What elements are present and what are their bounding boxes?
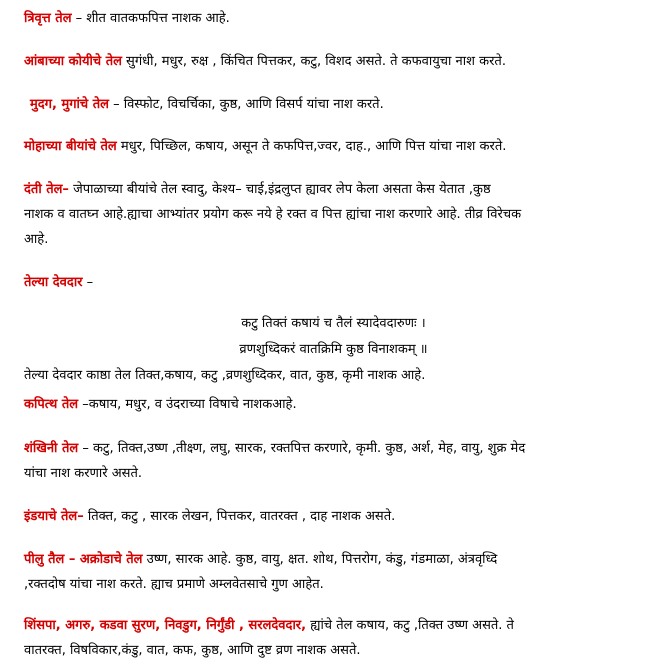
paragraph-text: – कटु, तिक्त,उष्ण ,तीक्ष्ण, लघु, सारक, रक्तपित्त करणारे, कृमी. कुष्ठ, अर्श, मेह, वायु, शुक्र मेद — [78, 441, 526, 456]
paragraph-text: – शीत वातकफपित्त नाशक आहे. — [71, 11, 230, 26]
paragraph-pilu-tel — [24, 547, 649, 597]
paragraph-title: तेल्या देवदार — [24, 275, 83, 290]
paragraph-title: मोहाच्या बीयांचे तेल — [24, 139, 117, 154]
paragraph-text: ,रक्तदोष यांचा नाश करते. ह्याच प्रमाणे अम्लवेतसाचे गुण आहेत. — [24, 577, 324, 592]
paragraph-telya-devdar-heading — [24, 270, 649, 295]
paragraph-title: पीलु तैल – अक्रोडाचे तेल — [24, 552, 143, 567]
sanskrit-verse-line: कटु तिक्तं कषायं च तैलं स्यादेवदारुणः । — [241, 316, 426, 331]
paragraph-aamba-koyi-tel — [24, 49, 649, 74]
paragraph-moha-tel — [24, 134, 649, 159]
paragraph-title: इंडयाचे तेल– — [24, 509, 84, 524]
paragraph-text: – विस्फोट, विचर्चिका, कुष्ठ, आणि विसर्प यांचा नाश करते. — [108, 97, 384, 112]
paragraph-text: मधुर, पिच्छिल, कषाय, असून ते कफपित्त,ज्वर, दाह., आणि पित्त यांचा नाश करते. — [116, 139, 507, 154]
paragraph-title: त्रिवृत्त तेल — [24, 11, 72, 26]
paragraph-text: उष्ण, सारक आहे. कुष्ठ, वायु, क्षत. शोथ, पित्तरोग, कंडु, गंडमाळा, अंत्रवृध्दि — [142, 552, 498, 567]
paragraph-kapittha-tel — [24, 392, 649, 417]
paragraph-text: आहे. — [24, 232, 49, 247]
paragraph-title: आंबाच्या कोयीचे तेल — [24, 54, 122, 69]
paragraph-text: सुगंधी, मधुर, रुक्ष , किंचित पित्तकर, कटु, विशद असते. ते कफवायुचा नाश करते. — [121, 54, 506, 69]
paragraph-text: यांचा नाश करणारे असते. — [24, 466, 142, 481]
paragraph-text: तिक्त, कटु , सारक लेखन, पित्तकर, वातरक्त , दाह नाशक असते. — [83, 509, 396, 524]
sanskrit-verse-line: व्रणशुध्दिकरं वातक्रिमि कुष्ठ विनाशकम् ॥ — [239, 342, 428, 357]
paragraph-text: वातरक्त, विषविकार,कंडु, वात, कफ, कुष्ठ, आणि दुष्ट व्रण नाशक असते. — [24, 643, 361, 658]
paragraph-title: कपित्थ तेल — [24, 397, 79, 412]
paragraph-shankhini-tel — [24, 436, 649, 486]
paragraph-indaya-tel — [24, 504, 649, 529]
paragraph-mudga-tel — [30, 92, 649, 117]
paragraph-title: मुदग, मुगांचे तेल — [30, 97, 109, 112]
paragraph-title: शिंसपा, अगरु, कडवा सुरण, निवडुग, निर्गुंडी , सरलदेवदार, — [24, 618, 307, 633]
paragraph-trivrutt-tel — [24, 6, 649, 31]
paragraph-title: शंखिनी तेल — [24, 441, 79, 456]
paragraph-text: नाशक व वातघ्न आहे.ह्याचा आभ्यांतर प्रयोग करू नये हे रक्त व पित्त ह्यांचा नाश करणारे आहे. तीव्र विरेचक — [24, 207, 522, 222]
paragraph-title: दंती तेल– — [24, 182, 69, 197]
paragraph-text: तेल्या देवदार काष्ठा तेल तिक्त,कषाय, कटु ,व्रणशुध्दिकर, वात, कुष्ठ, कृमी नाशक आहे. — [24, 368, 426, 383]
paragraph-text: – — [82, 275, 94, 290]
paragraph-telya-devdar-text — [24, 363, 649, 388]
paragraph-danti-tel — [24, 177, 649, 252]
paragraph-text: ह्यांचे तेल कषाय, कटु ,तिक्त उष्ण असते. ते — [306, 618, 514, 633]
paragraph-text: –कषाय, मधुर, व उंदराच्या विषाचे नाशकआहे. — [78, 397, 297, 412]
paragraph-text: जेपाळाच्या बीयांचे तेल स्वादु, केश्य– चाई,इंद्रलुप्त ह्यावर लेप केला असता केस येतात ,कुष्ठ — [68, 182, 491, 197]
paragraph-shinsapa-tel — [24, 613, 649, 663]
